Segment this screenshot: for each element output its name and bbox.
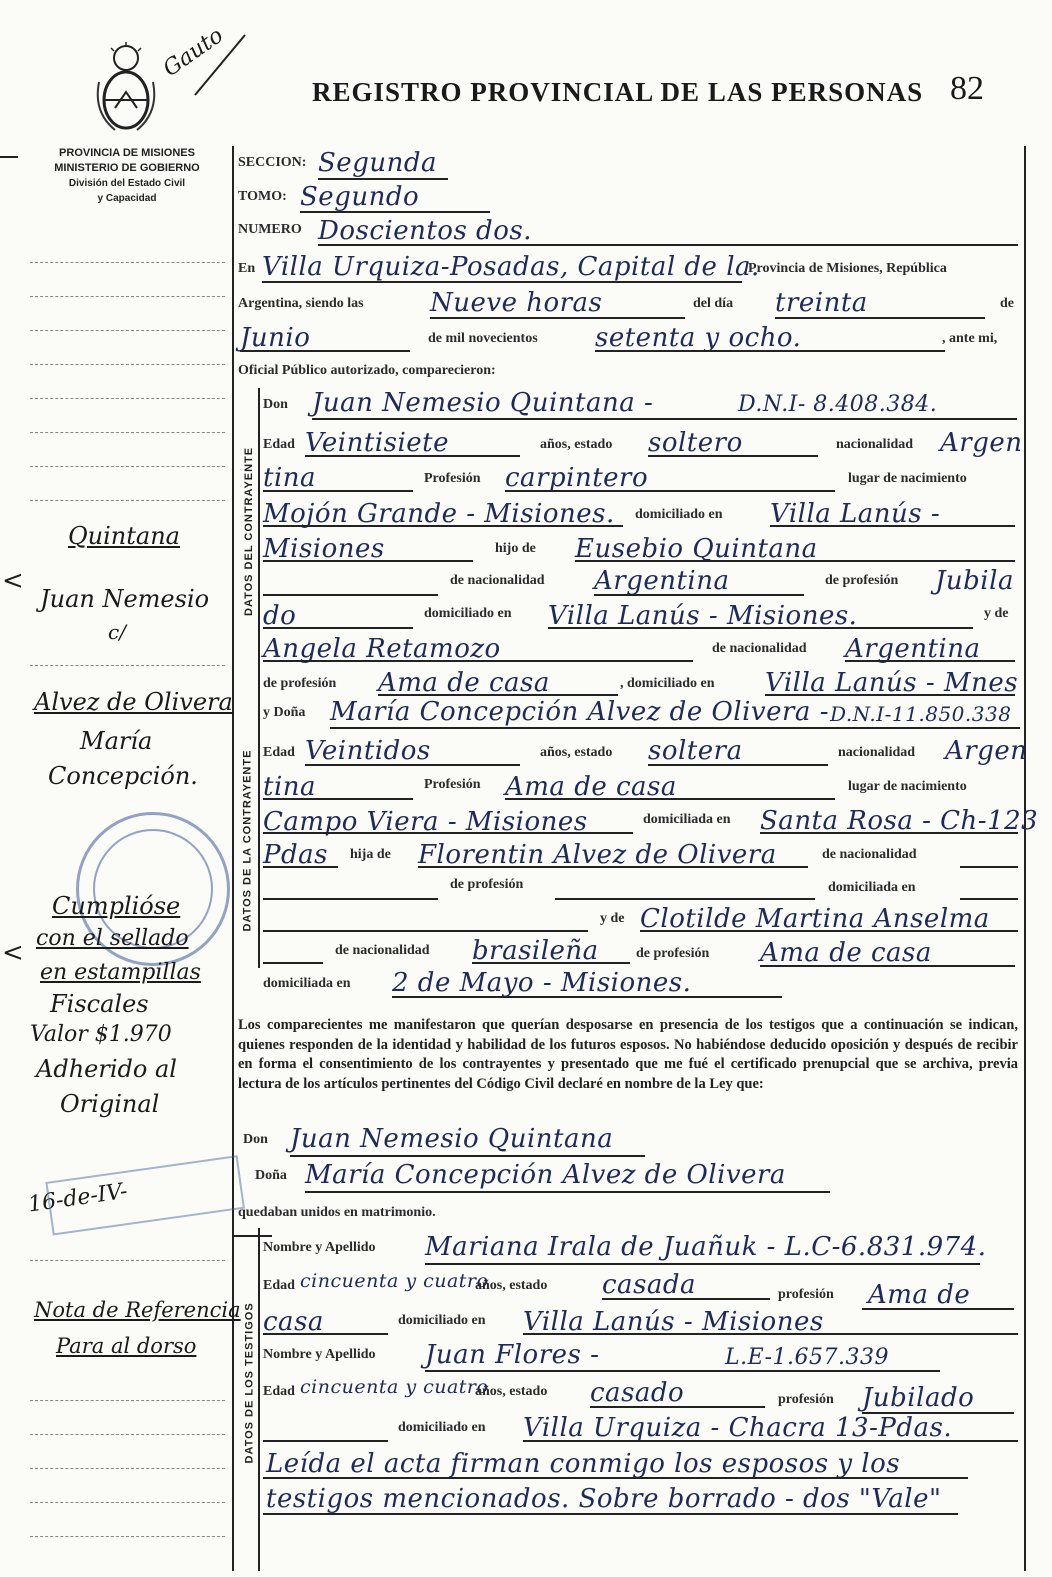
margin-guide bbox=[30, 1434, 225, 1435]
field-line bbox=[240, 350, 410, 352]
contrayente-domicilio2: Misiones bbox=[263, 534, 385, 564]
field-line bbox=[392, 996, 782, 998]
closing-line-2: testigos mencionados. Sobre borrado - dos "Vale" bbox=[266, 1484, 942, 1514]
field-line bbox=[505, 798, 835, 800]
contrayenta-madre-dom: 2 de Mayo - Misiones. bbox=[392, 968, 692, 998]
contrayente-nombre: Juan Nemesio Quintana - bbox=[312, 388, 654, 418]
t1-dom-label: domiciliado en bbox=[398, 1313, 486, 1328]
field-line bbox=[263, 962, 323, 964]
prof-label-2: Profesión bbox=[424, 777, 481, 792]
contrayenta-madre-nac: brasileña bbox=[472, 936, 599, 966]
t2-doc: L.E-1.657.339 bbox=[725, 1345, 889, 1370]
madre-prof-label: de profesión bbox=[263, 676, 337, 691]
edad-label-2: Edad bbox=[263, 745, 295, 760]
margin-reference-2: Para al dorso bbox=[56, 1334, 197, 1358]
margin-guide bbox=[30, 500, 225, 501]
t1-estado: casada bbox=[602, 1270, 697, 1300]
padre-nac-label-2: de nacionalidad bbox=[822, 847, 917, 862]
contrayente-madre-dom: Villa Lanús - Mnes bbox=[765, 668, 1019, 698]
margin-note-signature: Gauto bbox=[158, 23, 229, 82]
t1-nombre-label: Nombre y Apellido bbox=[263, 1240, 376, 1255]
page-number: 82 bbox=[950, 70, 984, 107]
madre-prof-label-2: de profesión bbox=[636, 946, 710, 961]
section-label-testigos: DATOS DE LOS TESTIGOS bbox=[243, 1302, 256, 1464]
t1-edad: cincuenta y cuatro bbox=[300, 1270, 489, 1292]
field-line bbox=[430, 317, 685, 319]
org-line: División del Estado Civil bbox=[68, 178, 186, 189]
madre-nac-label: de nacionalidad bbox=[712, 641, 807, 656]
declaration-text: Los comparecientes me manifestaron que querían desposarse en presencia de los testigos que a continuación se indican, quienes responden de la identidad y habilidad de los futuros esposos. No habiéndose deducido oposición y después de recibir en forma el consentimiento de los contrayentes y presentado que me fué el certificado prenupcial que se archiva, previa lectura de los artículos pertinentes del Código Civil declaré en nombre de la Ley que: bbox=[238, 1017, 1018, 1092]
contrayente-madre: Angela Retamozo bbox=[263, 634, 501, 664]
field-line bbox=[640, 930, 1018, 932]
field-line bbox=[590, 1406, 765, 1408]
contrayente-madre-prof: Ama de casa bbox=[378, 668, 550, 698]
t2-nombre-label: Nombre y Apellido bbox=[263, 1347, 376, 1362]
contrayenta-edad: Veintidos bbox=[305, 736, 431, 766]
field-line bbox=[263, 1513, 958, 1515]
t2-estado: casado bbox=[590, 1378, 685, 1408]
don-label: Don bbox=[263, 397, 288, 412]
field-line bbox=[425, 1263, 980, 1265]
field-line bbox=[263, 660, 693, 662]
field-line bbox=[305, 764, 520, 766]
margin-reference-1: Nota de Referencia bbox=[34, 1298, 241, 1322]
t2-nombre: Juan Flores - bbox=[425, 1340, 600, 1370]
field-line bbox=[263, 898, 438, 900]
contrayente-padre-nac: Argentina bbox=[594, 566, 730, 596]
decl-dona-label: Doña bbox=[255, 1168, 287, 1183]
field-line bbox=[548, 627, 973, 629]
contrayente-edad: Veintisiete bbox=[305, 428, 449, 458]
margin-guide bbox=[30, 330, 225, 331]
t2-edad-label: Edad bbox=[263, 1384, 295, 1399]
t2-prof: Jubilado bbox=[862, 1383, 975, 1413]
t1-edad-label: Edad bbox=[263, 1278, 295, 1293]
field-line bbox=[263, 490, 413, 492]
margin-guide bbox=[30, 665, 225, 666]
margin-guide bbox=[30, 296, 225, 297]
madre-dom-label-2: domiciliada en bbox=[263, 976, 351, 991]
contrayenta-profesion: Ama de casa bbox=[505, 772, 677, 802]
padre-prof-label-2: de profesión bbox=[450, 877, 524, 892]
margin-note-7: Original bbox=[60, 1090, 160, 1118]
seccion-value: Segunda bbox=[318, 148, 437, 178]
margin-con: c/ bbox=[108, 620, 126, 644]
date-stamp: 16-de-IV- bbox=[24, 1146, 242, 1245]
field-line bbox=[760, 965, 1015, 967]
contrayenta-madre: Clotilde Martina Anselma bbox=[640, 904, 990, 934]
madre-dom-label: , domiciliado en bbox=[620, 676, 715, 691]
padre-dom-label: domiciliado en bbox=[424, 606, 512, 621]
t1-prof2: casa bbox=[263, 1307, 324, 1337]
decl-closing: quedaban unidos en matrimonio. bbox=[238, 1205, 436, 1220]
field-line bbox=[648, 455, 818, 457]
dom-label: domiciliado en bbox=[635, 507, 723, 522]
field-line bbox=[523, 1440, 1018, 1442]
t1-prof-label: profesión bbox=[778, 1287, 834, 1302]
contrayente-madre-nac: Argentina bbox=[845, 634, 981, 664]
margin-tick bbox=[0, 156, 18, 158]
field-line bbox=[770, 525, 1015, 527]
field-line bbox=[312, 418, 1017, 420]
contrayenta-lugar-nac: Campo Viera - Misiones bbox=[263, 807, 588, 837]
contrayenta-madre-prof: Ama de casa bbox=[760, 938, 932, 968]
margin-arrow-2: < bbox=[2, 938, 24, 968]
margin-given-2a: María bbox=[80, 727, 153, 755]
t1-anos-label: años, estado bbox=[475, 1278, 548, 1293]
hija-label: hija de bbox=[350, 847, 391, 862]
padre-prof-label: de profesión bbox=[825, 573, 899, 588]
contrayente-nac1: Argen bbox=[940, 428, 1023, 458]
field-line bbox=[263, 525, 623, 527]
provincia-text: Provincia de Misiones, República bbox=[748, 261, 947, 276]
field-line bbox=[263, 866, 338, 868]
lugar-nac-label-2: lugar de nacimiento bbox=[848, 779, 967, 794]
field-line bbox=[263, 1333, 388, 1335]
field-line bbox=[648, 764, 828, 766]
contrayenta-nac2: tina bbox=[263, 772, 317, 802]
field-line bbox=[330, 727, 1020, 729]
oficial-text: Oficial Público autorizado, comparecieron: bbox=[238, 363, 496, 378]
t2-prof-label: profesión bbox=[778, 1392, 834, 1407]
seccion-label: SECCION: bbox=[238, 155, 307, 170]
field-line bbox=[594, 594, 804, 596]
field-line bbox=[960, 898, 1018, 900]
margin-note-1: Cumplióse bbox=[52, 892, 181, 920]
field-line bbox=[262, 281, 742, 283]
margin-guide bbox=[30, 1260, 225, 1261]
tomo-label: TOMO: bbox=[238, 189, 287, 204]
t1-dom: Villa Lanús - Misiones bbox=[523, 1307, 824, 1337]
t2-edad: cincuenta y cuatro bbox=[300, 1376, 489, 1398]
field-line bbox=[263, 1440, 388, 1442]
t1-nombre: Mariana Irala de Juañuk - L.C-6.831.974. bbox=[425, 1232, 987, 1262]
margin-given-2b: Concepción. bbox=[48, 762, 198, 790]
t2-dom: Villa Urquiza - Chacra 13-Pdas. bbox=[523, 1413, 953, 1443]
field-line bbox=[305, 455, 520, 457]
t1-prof: Ama de bbox=[868, 1280, 971, 1310]
field-line bbox=[575, 560, 1015, 562]
field-line bbox=[765, 694, 1015, 696]
t2-dom-label: domiciliado en bbox=[398, 1420, 486, 1435]
field-line bbox=[300, 211, 490, 213]
lugar-nac-label: lugar de nacimiento bbox=[848, 471, 967, 486]
field-line bbox=[505, 490, 835, 492]
contrayente-nac2: tina bbox=[263, 463, 317, 493]
margin-surname-2: Alvez de Olivera bbox=[34, 688, 233, 716]
contrayente-padre: Eusebio Quintana bbox=[575, 534, 818, 564]
section-label-contrayenta: DATOS DE LA CONTRAYENTE bbox=[241, 749, 254, 932]
contrayenta-dni: D.N.I-11.850.338 bbox=[830, 702, 1012, 726]
section-line-testigos bbox=[258, 1228, 260, 1571]
margin-arrow: < bbox=[2, 566, 24, 596]
nac-label: nacionalidad bbox=[836, 437, 914, 452]
contrayente-lugar-nac: Mojón Grande - Misiones. bbox=[263, 499, 615, 529]
field-line bbox=[263, 627, 413, 629]
right-frame-line bbox=[1024, 146, 1026, 1571]
field-line bbox=[263, 594, 438, 596]
margin-note-3: en estampillas bbox=[40, 960, 201, 985]
numero-label: NUMERO bbox=[238, 222, 302, 237]
margin-guide bbox=[30, 1502, 225, 1503]
field-line bbox=[263, 1477, 968, 1479]
divider bbox=[232, 1235, 272, 1237]
field-line bbox=[263, 832, 633, 834]
contrayenta-padre: Florentin Alvez de Olivera bbox=[418, 840, 777, 870]
de-label: de bbox=[1000, 296, 1014, 311]
contrayente-dni: D.N.I- 8.408.384. bbox=[738, 392, 938, 417]
field-line bbox=[845, 660, 1015, 662]
contrayenta-domicilio2: Pdas bbox=[263, 840, 328, 870]
madre-nac-label-2: de nacionalidad bbox=[335, 943, 430, 958]
en-label: En bbox=[238, 261, 256, 276]
contrayente-estado: soltero bbox=[648, 428, 743, 458]
contrayente-profesion: carpintero bbox=[505, 463, 649, 493]
mes-value: Junio bbox=[240, 323, 311, 353]
margin-given-names: Juan Nemesio bbox=[40, 585, 210, 613]
field-line bbox=[555, 898, 815, 900]
t2-anos-label: años, estado bbox=[475, 1384, 548, 1399]
anio-value: setenta y ocho. bbox=[595, 323, 802, 353]
margin-note-2: con el sellado bbox=[36, 926, 189, 951]
tomo-value: Segundo bbox=[300, 182, 420, 212]
margin-guide bbox=[30, 432, 225, 433]
nac-label-2: nacionalidad bbox=[838, 745, 916, 760]
margin-guide bbox=[30, 364, 225, 365]
hijo-label: hijo de bbox=[495, 541, 536, 556]
margin-guide bbox=[30, 398, 225, 399]
contrayente-padre-dom: Villa Lanús - Misiones. bbox=[548, 601, 858, 631]
lugar-value: Villa Urquiza-Posadas, Capital de la. bbox=[262, 252, 760, 282]
decl-don-value: Juan Nemesio Quintana bbox=[290, 1124, 614, 1154]
field-line bbox=[523, 1333, 1018, 1335]
org-line: y Capacidad bbox=[97, 193, 157, 204]
padre-dom-label-2: domiciliada en bbox=[828, 880, 916, 895]
del-dia-label: del día bbox=[693, 296, 734, 311]
prof-label: Profesión bbox=[424, 471, 481, 486]
dona-label: y Doña bbox=[263, 705, 306, 720]
left-frame-line bbox=[232, 146, 234, 1571]
contrayenta-estado: soltera bbox=[648, 736, 743, 766]
hora-value: Nueve horas bbox=[430, 288, 603, 318]
anos-label: años, estado bbox=[540, 437, 613, 452]
ante-mi-text: , ante mi, bbox=[942, 331, 998, 346]
field-line bbox=[418, 866, 808, 868]
margin-surname: Quintana bbox=[68, 522, 180, 550]
field-line bbox=[602, 1298, 770, 1300]
contrayenta-nombre: María Concepción Alvez de Olivera - bbox=[330, 697, 829, 727]
page-title: REGISTRO PROVINCIAL DE LAS PERSONAS bbox=[312, 77, 924, 107]
field-line bbox=[378, 694, 618, 696]
margin-note-5: Valor $1.970 bbox=[30, 1022, 172, 1047]
anos-label-2: años, estado bbox=[540, 745, 613, 760]
field-line bbox=[318, 244, 1018, 246]
field-line bbox=[595, 350, 945, 352]
y-de-label: y de bbox=[984, 606, 1009, 621]
decl-dona-value: María Concepción Alvez de Olivera bbox=[305, 1160, 786, 1190]
contrayenta-nac1: Argen bbox=[945, 736, 1028, 766]
org-line: MINISTERIO DE GOBIERNO bbox=[54, 162, 200, 174]
mil-label: de mil novecientos bbox=[428, 331, 538, 346]
field-line bbox=[425, 1370, 940, 1372]
org-line: PROVINCIA DE MISIONES bbox=[59, 147, 195, 159]
y-de-label-2: y de bbox=[600, 911, 625, 926]
field-line bbox=[263, 930, 588, 932]
contrayente-domicilio: Villa Lanús - bbox=[770, 499, 941, 529]
field-line bbox=[960, 866, 1018, 868]
field-line bbox=[305, 1191, 830, 1193]
edad-label: Edad bbox=[263, 437, 295, 452]
field-line bbox=[263, 560, 473, 562]
contrayente-padre-prof2: do bbox=[263, 601, 297, 631]
dia-value: treinta bbox=[775, 288, 868, 318]
margin-note-4: Fiscales bbox=[50, 990, 149, 1018]
section-label-contrayente: DATOS DEL CONTRAYENTE bbox=[243, 446, 255, 616]
margin-guide bbox=[30, 466, 225, 467]
signature-slash bbox=[190, 30, 250, 104]
field-line bbox=[862, 1308, 1014, 1310]
margin-note-6: Adherido al bbox=[36, 1055, 177, 1083]
margin-guide bbox=[30, 1468, 225, 1469]
field-line bbox=[472, 962, 630, 964]
section-line bbox=[258, 388, 260, 968]
padre-nac-label: de nacionalidad bbox=[450, 573, 545, 588]
margin-guide bbox=[30, 262, 225, 263]
field-line bbox=[318, 178, 448, 180]
margin-guide bbox=[30, 1400, 225, 1401]
field-line bbox=[775, 317, 985, 319]
field-line bbox=[290, 1155, 645, 1157]
org-block bbox=[22, 146, 232, 206]
field-line bbox=[760, 832, 1018, 834]
argentina-text: Argentina, siendo las bbox=[238, 296, 364, 311]
dom-label-2: domiciliada en bbox=[643, 812, 731, 827]
coat-of-arms bbox=[95, 42, 157, 134]
numero-value: Doscientos dos. bbox=[318, 216, 532, 246]
margin-guide bbox=[30, 1536, 225, 1537]
closing-line-1: Leída el acta firman conmigo los esposos y los bbox=[266, 1449, 901, 1479]
decl-don-label: Don bbox=[243, 1132, 268, 1147]
contrayente-padre-prof: Jubila bbox=[935, 566, 1014, 596]
contrayenta-domicilio: Santa Rosa - Ch-123 bbox=[760, 806, 1039, 836]
field-line bbox=[263, 798, 413, 800]
